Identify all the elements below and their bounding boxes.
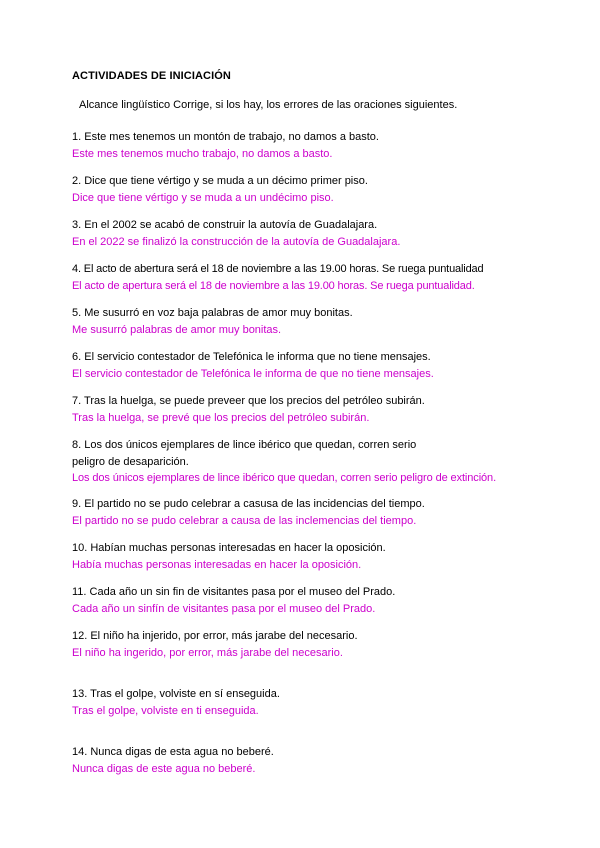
- exercise-item: [72, 305, 542, 338]
- original-sentence: 5. Me susurró en voz baja palabras de amor muy bonitas.: [72, 307, 353, 319]
- corrected-sentence: Tras el golpe, volviste en ti enseguida.: [72, 704, 259, 717]
- corrected-sentence: Este mes tenemos mucho trabajo, no damos a basto.: [72, 147, 333, 160]
- corrected-sentence: Dice que tiene vértigo y se muda a un undécimo piso.: [72, 191, 334, 204]
- corrected-sentence: El acto de apertura será el 18 de noviembre a las 19.00 horas. Se ruega puntualidad.: [72, 279, 475, 292]
- original-sentence: 10. Habían muchas personas interesadas en hacer la oposición.: [72, 542, 386, 554]
- original-sentence: 4. El acto de abertura será el 18 de noviembre a las 19.00 horas. Se ruega puntualidad: [72, 263, 484, 275]
- corrected-sentence: Cada año un sinfín de visitantes pasa por el museo del Prado.: [72, 602, 376, 615]
- exercise-item: [72, 437, 497, 487]
- exercise-item: [72, 496, 542, 529]
- corrected-sentence: Había muchas personas interesadas en hacer la oposición.: [72, 558, 362, 571]
- original-sentence: 2. Dice que tiene vértigo y se muda a un décimo primer piso.: [72, 175, 368, 187]
- corrected-sentence: El niño ha ingerido, por error, más jarabe del necesario.: [72, 646, 343, 659]
- exercise-item: [72, 744, 542, 777]
- corrected-sentence: El servicio contestador de Telefónica le informa de que no tiene mensajes.: [72, 367, 434, 380]
- exercise-item: [72, 584, 542, 617]
- original-sentence: 6. El servicio contestador de Telefónica le informa que no tiene mensajes.: [72, 351, 431, 363]
- instructions-text: Alcance lingüístico Corrige, si los hay, los errores de las oraciones siguientes.: [79, 99, 458, 111]
- exercise-item: [72, 540, 542, 573]
- original-sentence: 14. Nunca digas de esta agua no beberé.: [72, 746, 274, 758]
- exercise-item: [72, 217, 542, 250]
- corrected-sentence: Los dos únicos ejemplares de lince ibérico que quedan, corren serio peligro de extinción.: [72, 472, 497, 484]
- original-sentence: 1. Este mes tenemos un montón de trabajo, no damos a basto.: [72, 131, 379, 143]
- original-sentence: 11. Cada año un sin fin de visitantes pasa por el museo del Prado.: [72, 586, 396, 598]
- original-sentence: 8. Los dos únicos ejemplares de lince ibérico que quedan, corren serio peligro de desaparición.: [72, 439, 417, 468]
- original-sentence: 13. Tras el golpe, volviste en sí enseguida.: [72, 688, 280, 700]
- exercise-item: [72, 173, 542, 206]
- corrected-sentence: El partido no se pudo celebrar a causa de las inclemencias del tiempo.: [72, 514, 417, 527]
- corrected-sentence: Me susurró palabras de amor muy bonitas.: [72, 323, 282, 336]
- corrected-sentence: Tras la huelga, se prevé que los precios del petróleo subirán.: [72, 411, 370, 424]
- exercise-item: [72, 393, 542, 426]
- exercise-item: [72, 349, 542, 382]
- original-sentence: 3. En el 2002 se acabó de construir la autovía de Guadalajara.: [72, 219, 378, 231]
- exercise-item: [72, 686, 542, 719]
- exercise-item: [72, 628, 542, 661]
- original-sentence: 7. Tras la huelga, se puede preveer que los precios del petróleo subirán.: [72, 395, 425, 407]
- exercise-item: [72, 261, 542, 294]
- original-sentence: 9. El partido no se pudo celebrar a casusa de las incidencias del tiempo.: [72, 498, 425, 510]
- corrected-sentence: Nunca digas de este agua no beberé.: [72, 762, 256, 775]
- page-title: ACTIVIDADES DE INICIACIÓN: [72, 70, 231, 82]
- corrected-sentence: En el 2022 se finalizó la construcción de la autovía de Guadalajara.: [72, 235, 401, 248]
- original-sentence: 12. El niño ha injerido, por error, más jarabe del necesario.: [72, 630, 358, 642]
- exercise-item: [72, 129, 542, 162]
